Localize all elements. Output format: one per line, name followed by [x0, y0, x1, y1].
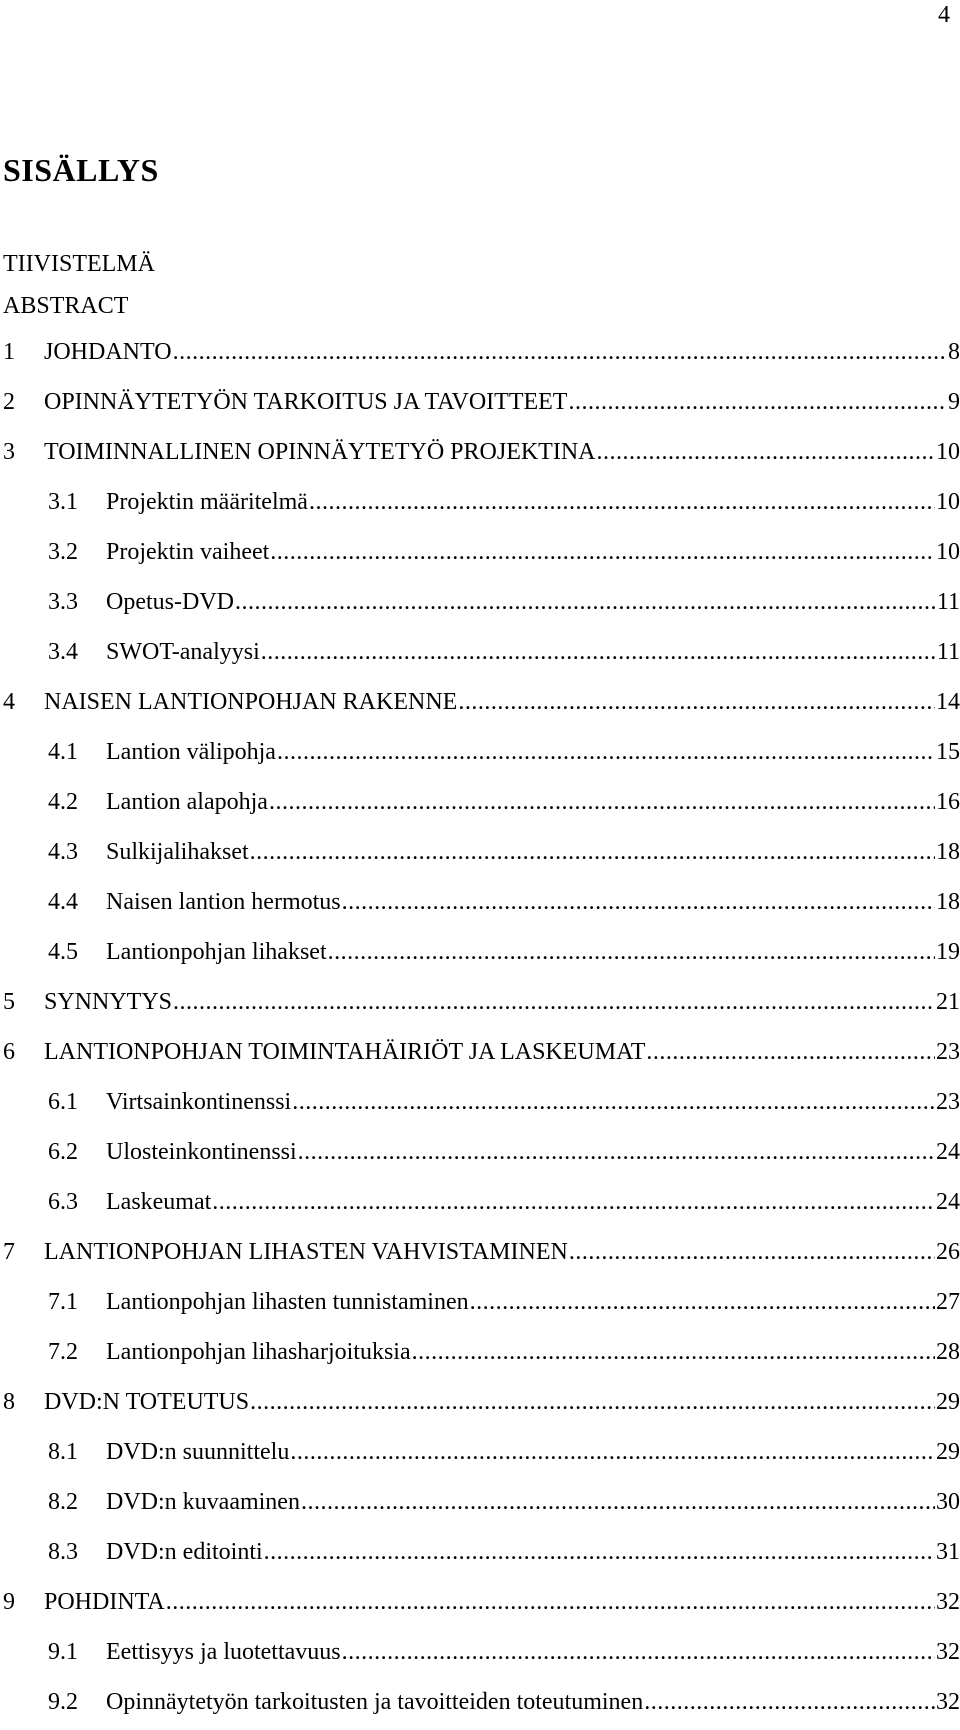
- toc-entry-line: [106, 627, 960, 677]
- toc-entry-label: Ulosteinkontinenssi: [106, 1139, 297, 1165]
- toc-dot-leader: [568, 377, 947, 427]
- toc-entry[interactable]: [3, 377, 960, 427]
- toc-entry-page: 15: [936, 739, 960, 765]
- toc-entry-number: 7: [3, 1239, 15, 1265]
- toc-front-item-abstract[interactable]: ABSTRACT: [3, 293, 129, 319]
- toc-entry-label: OPINNÄYTETYÖN TARKOITUS JA TAVOITTEET: [44, 389, 568, 415]
- toc-entry-label: POHDINTA: [44, 1589, 165, 1615]
- toc-dot-leader: [292, 1077, 935, 1127]
- toc-entry-number: 4: [3, 689, 15, 715]
- toc-entry-label: DVD:n suunnittelu: [106, 1439, 290, 1465]
- page-number: 4: [938, 2, 950, 28]
- toc-entry[interactable]: [3, 727, 960, 777]
- toc-entry-line: [106, 1177, 960, 1227]
- toc-entry-label: DVD:n kuvaaminen: [106, 1489, 300, 1515]
- toc-entry-number: 6.2: [48, 1139, 78, 1165]
- toc-entry-page: 10: [936, 489, 960, 515]
- toc-entry-line: [44, 1377, 960, 1427]
- toc-entry[interactable]: [3, 427, 960, 477]
- toc-entry-page: 28: [936, 1339, 960, 1365]
- toc-entry-line: [106, 477, 960, 527]
- toc-entry-number: 9.2: [48, 1689, 78, 1715]
- toc-entry-label: SYNNYTYS: [44, 989, 173, 1015]
- toc-entry-line: [44, 377, 960, 427]
- toc-entry-page: 19: [936, 939, 960, 965]
- toc-dot-leader: [269, 777, 935, 827]
- toc-dot-leader: [301, 1477, 935, 1527]
- toc-entry-number: 6.1: [48, 1089, 78, 1115]
- toc-entry-page: 11: [936, 639, 960, 665]
- toc-entry-number: 4.3: [48, 839, 78, 865]
- toc-entry-page: 27: [936, 1289, 960, 1315]
- toc-entry[interactable]: [3, 1427, 960, 1477]
- toc-entry-number: 3.2: [48, 539, 78, 565]
- toc-entry-label: Lantionpohjan lihasten tunnistaminen: [106, 1289, 469, 1315]
- toc-entry-number: 9.1: [48, 1639, 78, 1665]
- toc-entry-line: [44, 677, 960, 727]
- toc-entry-label: Lantionpohjan lihasharjoituksia: [106, 1339, 411, 1365]
- toc-dot-leader: [646, 1027, 935, 1077]
- toc-entry-page: 32: [936, 1639, 960, 1665]
- toc-entry-line: [44, 327, 960, 377]
- toc-entry-line: [44, 1027, 960, 1077]
- toc-entry-page: 9: [948, 389, 960, 415]
- toc-entry-line: [44, 427, 960, 477]
- toc-entry[interactable]: [3, 1177, 960, 1227]
- toc-entry[interactable]: [3, 577, 960, 627]
- toc-entry-number: 9: [3, 1589, 15, 1615]
- toc-entry-line: [106, 827, 960, 877]
- toc-entry-label: Eettisyys ja luotettavuus: [106, 1639, 341, 1665]
- toc-entry-page: 14: [936, 689, 960, 715]
- toc-entry-number: 3.4: [48, 639, 78, 665]
- toc-entry[interactable]: [3, 777, 960, 827]
- toc-entry[interactable]: [3, 977, 960, 1027]
- toc-dot-leader: [212, 1177, 935, 1227]
- toc-entry[interactable]: [3, 1027, 960, 1077]
- toc-dot-leader: [235, 577, 936, 627]
- toc-dot-leader: [290, 1427, 935, 1477]
- toc-entry-page: 18: [936, 839, 960, 865]
- toc-entry[interactable]: [3, 877, 960, 927]
- toc-entry[interactable]: [3, 477, 960, 527]
- toc-entry-line: [106, 1277, 960, 1327]
- toc-entry-page: 26: [936, 1239, 960, 1265]
- toc-entry-line: [106, 727, 960, 777]
- toc-entry-label: NAISEN LANTIONPOHJAN RAKENNE: [44, 689, 458, 715]
- toc-dot-leader: [250, 1377, 935, 1427]
- toc-entry[interactable]: [3, 327, 960, 377]
- toc-entry-page: 23: [936, 1089, 960, 1115]
- toc-entry-page: 10: [936, 539, 960, 565]
- toc-entry-line: [106, 1677, 960, 1727]
- toc-dot-leader: [458, 677, 935, 727]
- toc-title: SISÄLLYS: [3, 152, 159, 188]
- toc-entry-label: SWOT-analyysi: [106, 639, 260, 665]
- toc-entry-number: 3.3: [48, 589, 78, 615]
- toc-entry-page: 11: [936, 589, 960, 615]
- toc-dot-leader: [342, 1627, 935, 1677]
- toc-entry[interactable]: [3, 1677, 960, 1727]
- toc-dot-leader: [412, 1327, 935, 1377]
- toc-dot-leader: [298, 1127, 935, 1177]
- toc-entry-page: 8: [948, 339, 960, 365]
- toc-dot-leader: [166, 1577, 935, 1627]
- toc-dot-leader: [250, 827, 935, 877]
- toc-entry-number: 6.3: [48, 1189, 78, 1215]
- toc-entry-label: DVD:n editointi: [106, 1539, 263, 1565]
- toc-entry-number: 2: [3, 389, 15, 415]
- toc-dot-leader: [569, 1227, 935, 1277]
- toc-entry-number: 4.2: [48, 789, 78, 815]
- toc-front-item-tiivistelma[interactable]: TIIVISTELMÄ: [3, 251, 155, 277]
- toc-entry-label: DVD:N TOTEUTUS: [44, 1389, 250, 1415]
- toc-entry[interactable]: [3, 1627, 960, 1677]
- toc-entry[interactable]: [3, 1377, 960, 1427]
- toc-entry-page: 18: [936, 889, 960, 915]
- toc-entry-label: Opetus-DVD: [106, 589, 234, 615]
- toc-dot-leader: [173, 327, 947, 377]
- toc-entry-line: [44, 1227, 960, 1277]
- toc-entry-number: 7.1: [48, 1289, 78, 1315]
- toc-entry[interactable]: [3, 527, 960, 577]
- toc-entry[interactable]: [3, 827, 960, 877]
- toc-entry-label: TOIMINNALLINEN OPINNÄYTETYÖ PROJEKTINA: [44, 439, 596, 465]
- toc-dot-leader: [342, 877, 935, 927]
- toc-entry-label: Projektin vaiheet: [106, 539, 270, 565]
- toc-entry[interactable]: [3, 1477, 960, 1527]
- toc-entry-page: 16: [936, 789, 960, 815]
- toc-dot-leader: [328, 927, 935, 977]
- toc-entry-number: 8.3: [48, 1539, 78, 1565]
- toc-entry-number: 3.1: [48, 489, 78, 515]
- toc-entry-line: [106, 1427, 960, 1477]
- toc-dot-leader: [470, 1277, 935, 1327]
- toc-entry-page: 32: [936, 1589, 960, 1615]
- toc-entry-line: [106, 577, 960, 627]
- toc-entry-label: Lantion välipohja: [106, 739, 276, 765]
- toc-entry[interactable]: [3, 1277, 960, 1327]
- toc-entry-number: 1: [3, 339, 15, 365]
- toc-entry-label: Laskeumat: [106, 1189, 212, 1215]
- toc-entry-number: 7.2: [48, 1339, 78, 1365]
- toc-entry-page: 10: [936, 439, 960, 465]
- table-of-contents: [3, 243, 960, 1727]
- toc-entry-label: JOHDANTO: [44, 339, 172, 365]
- toc-entry-page: 31: [936, 1539, 960, 1565]
- toc-entry-number: 8.2: [48, 1489, 78, 1515]
- toc-entry-line: [106, 1327, 960, 1377]
- toc-entry-line: [106, 877, 960, 927]
- toc-dot-leader: [261, 627, 936, 677]
- toc-entry-label: LANTIONPOHJAN TOIMINTAHÄIRIÖT JA LASKEUMAT: [44, 1039, 646, 1065]
- toc-dot-leader: [277, 727, 935, 777]
- toc-entry-number: 4.4: [48, 889, 78, 915]
- toc-entry-page: 24: [936, 1189, 960, 1215]
- toc-dot-leader: [644, 1677, 935, 1727]
- toc-entry-number: 8: [3, 1389, 15, 1415]
- toc-entry-label: Lantionpohjan lihakset: [106, 939, 327, 965]
- toc-entry-number: 3: [3, 439, 15, 465]
- toc-entry-number: 8.1: [48, 1439, 78, 1465]
- toc-entry-line: [106, 527, 960, 577]
- toc-entry-number: 4.5: [48, 939, 78, 965]
- toc-entry-label: Projektin määritelmä: [106, 489, 308, 515]
- toc-entry-line: [106, 1527, 960, 1577]
- toc-entry[interactable]: [3, 1327, 960, 1377]
- toc-entry-page: 24: [936, 1139, 960, 1165]
- toc-entry[interactable]: [3, 1077, 960, 1127]
- toc-entry-line: [106, 777, 960, 827]
- toc-entry[interactable]: [3, 1527, 960, 1577]
- toc-dot-leader: [270, 527, 935, 577]
- toc-entry-label: LANTIONPOHJAN LIHASTEN VAHVISTAMINEN: [44, 1239, 568, 1265]
- toc-entry[interactable]: [3, 927, 960, 977]
- toc-entry-number: 6: [3, 1039, 15, 1065]
- toc-entry-label: Naisen lantion hermotus: [106, 889, 341, 915]
- toc-entry-line: [106, 1477, 960, 1527]
- toc-entry-label: Lantion alapohja: [106, 789, 268, 815]
- toc-entry[interactable]: [3, 1227, 960, 1277]
- toc-entry-label: Opinnäytetyön tarkoitusten ja tavoitteiden toteutuminen: [106, 1689, 644, 1715]
- toc-entry[interactable]: [3, 677, 960, 727]
- toc-entry-line: [106, 927, 960, 977]
- toc-entry-label: Sulkijalihakset: [106, 839, 249, 865]
- toc-entry-page: 29: [936, 1439, 960, 1465]
- toc-dot-leader: [264, 1527, 935, 1577]
- toc-entry-line: [106, 1077, 960, 1127]
- toc-entry-page: 30: [936, 1489, 960, 1515]
- toc-entry-label: Virtsainkontinenssi: [106, 1089, 292, 1115]
- toc-entry[interactable]: [3, 1127, 960, 1177]
- toc-entry[interactable]: [3, 1577, 960, 1627]
- toc-entry-page: 32: [936, 1689, 960, 1715]
- toc-entry-line: [106, 1127, 960, 1177]
- toc-entry-number: 5: [3, 989, 15, 1015]
- toc-entry-line: [44, 977, 960, 1027]
- toc-entry-page: 23: [936, 1039, 960, 1065]
- toc-entry-line: [44, 1577, 960, 1627]
- toc-entry-number: 4.1: [48, 739, 78, 765]
- toc-dot-leader: [173, 977, 935, 1027]
- toc-entry[interactable]: [3, 627, 960, 677]
- toc-dot-leader: [597, 427, 936, 477]
- toc-entry-page: 29: [936, 1389, 960, 1415]
- toc-entry-page: 21: [936, 989, 960, 1015]
- toc-dot-leader: [309, 477, 935, 527]
- toc-entry-line: [106, 1627, 960, 1677]
